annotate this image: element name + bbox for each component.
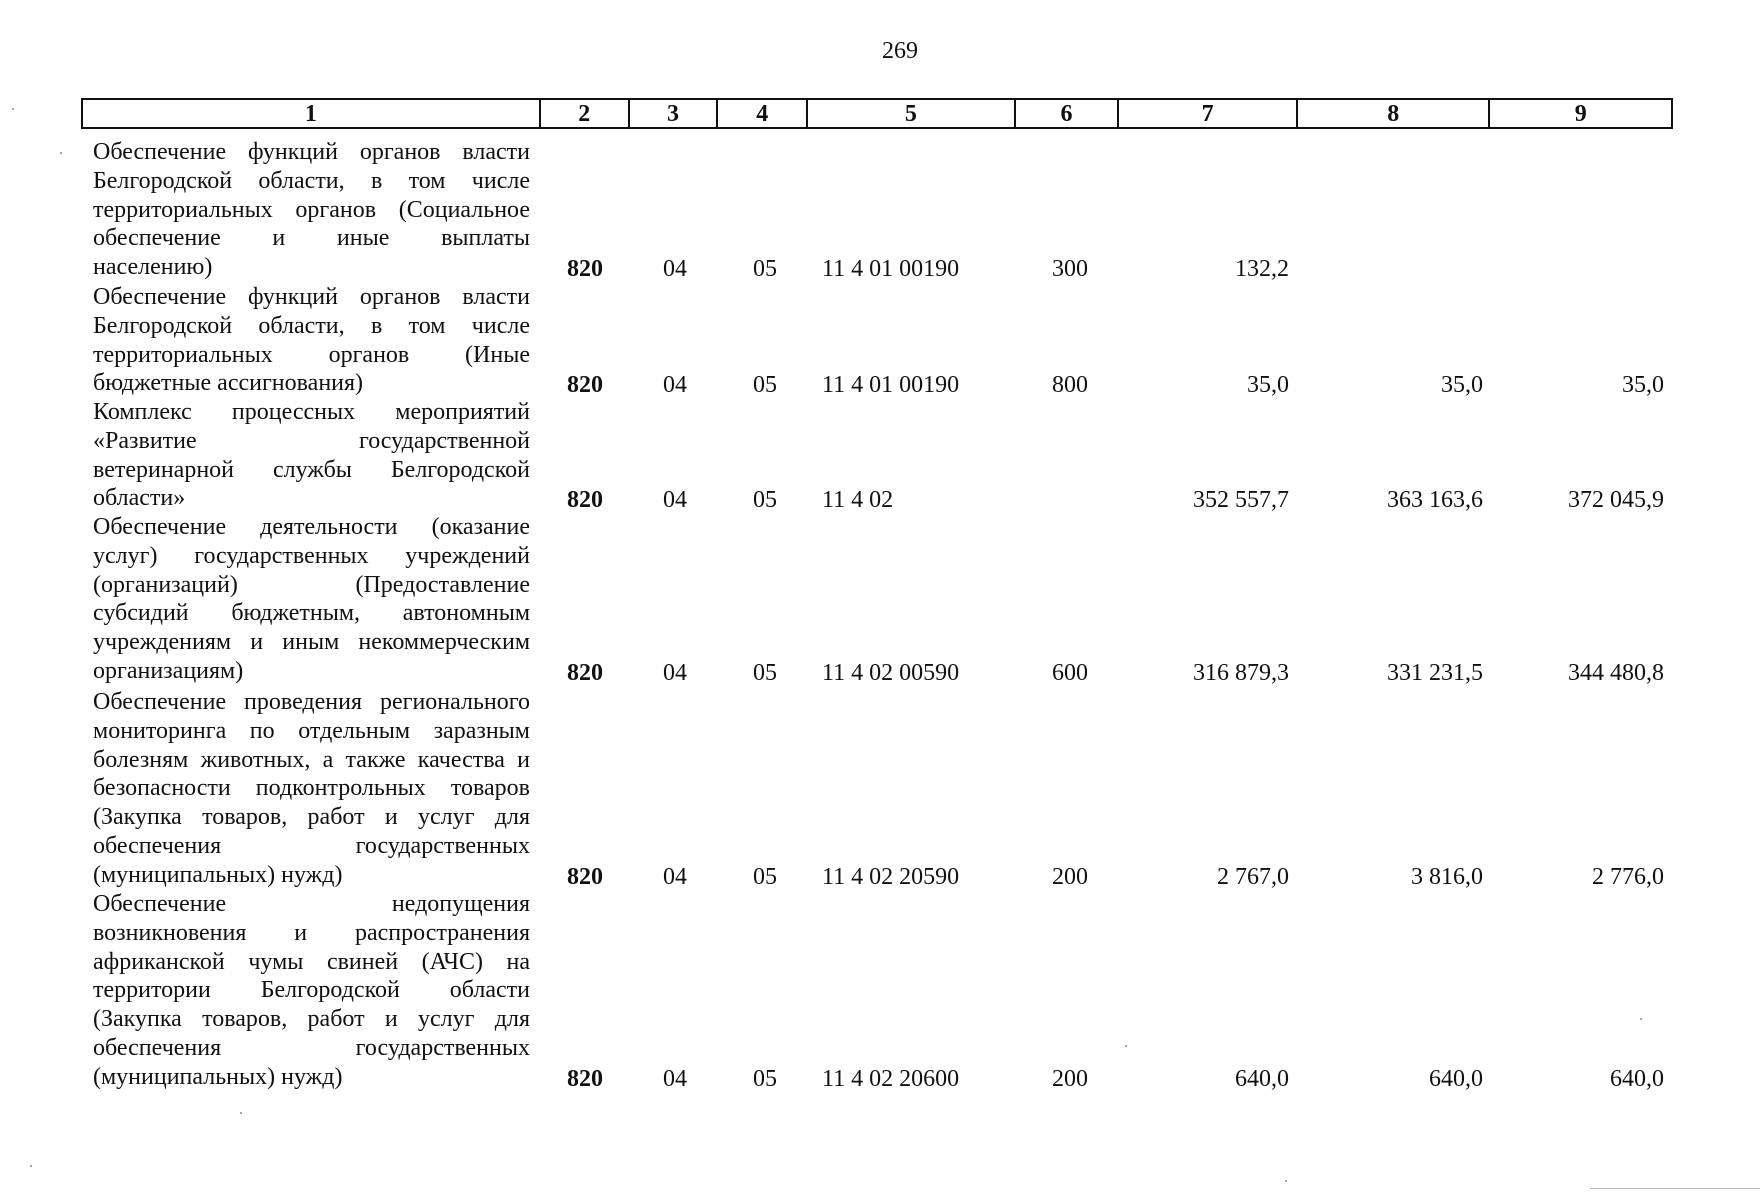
description-line: Белгородской области, в том числе xyxy=(93,167,530,194)
cell-column-4: 05 xyxy=(753,372,777,399)
description-line: Комплекс процессных мероприятий xyxy=(93,399,530,425)
row-description xyxy=(93,138,530,282)
column-header-5: 5 xyxy=(808,100,1015,127)
cell-column-2: 820 xyxy=(567,1065,603,1092)
cell-column-3: 04 xyxy=(663,372,687,399)
description-line: территориальных органов (Иные xyxy=(93,341,530,368)
cell-column-6: 200 xyxy=(1052,1065,1088,1092)
cell-column-4: 05 xyxy=(753,863,777,890)
column-header-3: 3 xyxy=(630,100,719,127)
cell-column-7: 640,0 xyxy=(1235,1065,1289,1092)
cell-column-9: 640,0 xyxy=(1610,1065,1664,1092)
description-line: (Закупка товаров, работ и услуг для xyxy=(93,804,530,831)
description-line: Обеспечение проведения регионального xyxy=(93,689,530,715)
cell-column-4: 05 xyxy=(753,660,777,686)
column-header-6: 6 xyxy=(1016,100,1120,127)
column-header-1: 1 xyxy=(83,100,541,127)
description-line: услуг) государственных учреждений xyxy=(93,542,530,569)
cell-column-2: 820 xyxy=(567,372,603,399)
cell-column-6: 300 xyxy=(1052,256,1088,283)
cell-column-3: 04 xyxy=(663,256,687,283)
description-line: населению) xyxy=(93,254,213,281)
cell-column-5: 11 4 02 xyxy=(822,487,894,514)
description-line: Обеспечение недопущения xyxy=(93,891,530,917)
description-line: учреждениям и иным некоммерческим xyxy=(93,629,530,656)
description-line: (муниципальных) нужд) xyxy=(93,1063,343,1090)
description-line: болезням животных, а также качества и xyxy=(93,746,530,773)
cell-column-7: 2 767,0 xyxy=(1217,863,1289,890)
cell-column-7: 316 879,3 xyxy=(1193,660,1289,686)
row-description xyxy=(93,283,530,398)
cell-column-4: 05 xyxy=(753,256,777,283)
cell-column-9: 35,0 xyxy=(1622,372,1664,399)
cell-column-8: 35,0 xyxy=(1441,372,1483,399)
column-header-2: 2 xyxy=(541,100,630,127)
cell-column-5: 11 4 01 00190 xyxy=(822,256,960,283)
description-line: территории Белгородской области xyxy=(93,977,530,1004)
description-line: африканской чумы свиней (АЧС) на xyxy=(93,948,530,975)
description-line: организациям) xyxy=(93,657,244,684)
description-line: обеспечения государственных xyxy=(93,832,530,859)
row-description xyxy=(93,513,530,686)
row-description xyxy=(93,398,530,513)
description-line: субсидий бюджетным, автономным xyxy=(93,600,530,627)
column-header-8: 8 xyxy=(1298,100,1491,127)
description-line: обеспечения государственных xyxy=(93,1034,530,1061)
column-header-9: 9 xyxy=(1574,101,1587,127)
cell-column-8: 3 816,0 xyxy=(1411,863,1483,890)
cell-column-7: 132,2 xyxy=(1235,256,1289,283)
row-description xyxy=(93,688,530,890)
page-number: 269 xyxy=(882,38,918,64)
scan-artifact-rule xyxy=(1590,1188,1760,1189)
description-line: (организаций) (Предоставление xyxy=(93,571,530,598)
cell-column-8: 331 231,5 xyxy=(1387,660,1483,686)
cell-column-2: 820 xyxy=(567,256,603,283)
cell-column-6: 600 xyxy=(1052,660,1088,686)
description-line: территориальных органов (Социальное xyxy=(93,196,530,223)
cell-column-5: 11 4 02 00590 xyxy=(822,660,960,686)
description-line: (муниципальных) нужд) xyxy=(93,861,343,888)
cell-column-8: 640,0 xyxy=(1429,1065,1483,1092)
description-line: Белгородской области, в том числе xyxy=(93,312,530,339)
cell-column-9: 372 045,9 xyxy=(1568,487,1664,514)
description-line: мониторинга по отдельным заразным xyxy=(93,717,530,744)
cell-column-6: 200 xyxy=(1052,863,1088,890)
cell-column-6: 800 xyxy=(1052,372,1088,399)
description-line: Обеспечение функций органов власти xyxy=(93,139,530,165)
cell-column-5: 11 4 01 00190 xyxy=(822,372,960,399)
description-line: бюджетные ассигнования) xyxy=(93,370,364,397)
cell-column-4: 05 xyxy=(753,487,777,514)
row-description xyxy=(93,890,530,1092)
description-line: обеспечение и иные выплаты xyxy=(93,225,530,252)
column-header-7: 7 xyxy=(1119,100,1298,127)
cell-column-3: 04 xyxy=(663,863,687,890)
description-line: Обеспечение деятельности (оказание xyxy=(93,514,530,540)
description-line: области» xyxy=(93,485,186,512)
cell-column-3: 04 xyxy=(663,1065,687,1092)
cell-column-5: 11 4 02 20590 xyxy=(822,863,960,890)
description-line: ветеринарной службы Белгородской xyxy=(93,456,530,483)
description-line: безопасности подконтрольных товаров xyxy=(93,775,530,802)
column-header-4: 4 xyxy=(718,100,808,127)
cell-column-4: 05 xyxy=(753,1065,777,1092)
cell-column-2: 820 xyxy=(567,863,603,890)
cell-column-3: 04 xyxy=(663,660,687,686)
cell-column-8: 363 163,6 xyxy=(1387,487,1483,514)
cell-column-9: 2 776,0 xyxy=(1592,863,1664,890)
cell-column-3: 04 xyxy=(663,487,687,514)
table-header xyxy=(81,98,1673,129)
cell-column-2: 820 xyxy=(567,660,603,686)
cell-column-2: 820 xyxy=(567,487,603,514)
description-line: «Развитие государственной xyxy=(93,427,530,454)
description-line: возникновения и распространения xyxy=(93,919,530,946)
cell-column-7: 352 557,7 xyxy=(1193,487,1289,514)
cell-column-7: 35,0 xyxy=(1247,372,1289,399)
cell-column-9: 344 480,8 xyxy=(1568,660,1664,686)
description-line: Обеспечение функций органов власти xyxy=(93,284,530,310)
description-line: (Закупка товаров, работ и услуг для xyxy=(93,1006,530,1033)
cell-column-5: 11 4 02 20600 xyxy=(822,1065,960,1092)
